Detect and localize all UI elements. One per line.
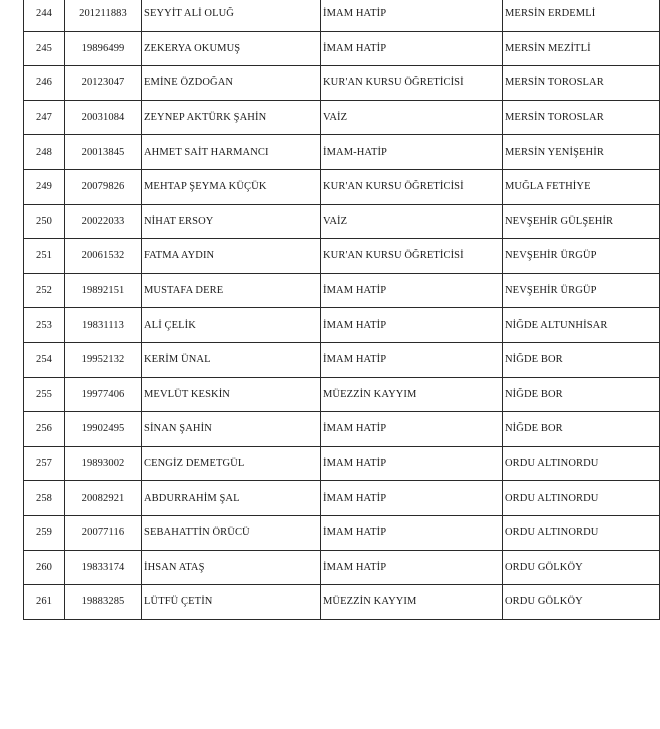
table-row — [24, 412, 660, 447]
assignment-location: MERSİN YENİŞEHİR — [503, 135, 660, 170]
assignment-location: MUĞLA FETHİYE — [503, 169, 660, 204]
job-title: İMAM HATİP — [321, 0, 503, 31]
table-row — [24, 342, 660, 377]
assignment-location: MERSİN TOROSLAR — [503, 66, 660, 101]
person-name: FATMA AYDIN — [142, 239, 321, 274]
person-name: LÜTFÜ ÇETİN — [142, 585, 321, 620]
job-title: İMAM HATİP — [321, 515, 503, 550]
registry-number: 20079826 — [65, 169, 142, 204]
assignment-location: ORDU ALTINORDU — [503, 481, 660, 516]
job-title: MÜEZZİN KAYYIM — [321, 377, 503, 412]
person-name: İHSAN ATAŞ — [142, 550, 321, 585]
assignment-location: NEVŞEHİR GÜLŞEHİR — [503, 204, 660, 239]
person-name: SEYYİT ALİ OLUĞ — [142, 0, 321, 31]
registry-number: 20013845 — [65, 135, 142, 170]
person-name: ZEYNEP AKTÜRK ŞAHİN — [142, 100, 321, 135]
assignment-location: MERSİN ERDEMLİ — [503, 0, 660, 31]
person-name: KERİM ÜNAL — [142, 342, 321, 377]
job-title: KUR'AN KURSU ÖĞRETİCİSİ — [321, 169, 503, 204]
assignment-location: NİĞDE BOR — [503, 412, 660, 447]
person-name: EMİNE ÖZDOĞAN — [142, 66, 321, 101]
table-row — [24, 31, 660, 66]
table-row — [24, 273, 660, 308]
table-row — [24, 0, 660, 31]
assignment-location: NEVŞEHİR ÜRGÜP — [503, 239, 660, 274]
row-number: 255 — [24, 377, 65, 412]
table-row — [24, 135, 660, 170]
person-name: ABDURRAHİM ŞAL — [142, 481, 321, 516]
job-title: İMAM HATİP — [321, 412, 503, 447]
registry-number: 19977406 — [65, 377, 142, 412]
job-title: İMAM HATİP — [321, 31, 503, 66]
registry-number: 20077116 — [65, 515, 142, 550]
assignment-location: MERSİN MEZİTLİ — [503, 31, 660, 66]
person-name: MEHTAP ŞEYMA KÜÇÜK — [142, 169, 321, 204]
row-number: 260 — [24, 550, 65, 585]
table-row — [24, 169, 660, 204]
job-title: İMAM HATİP — [321, 481, 503, 516]
row-number: 256 — [24, 412, 65, 447]
row-number: 254 — [24, 342, 65, 377]
job-title: İMAM HATİP — [321, 446, 503, 481]
table-row — [24, 100, 660, 135]
assignment-location: ORDU ALTINORDU — [503, 515, 660, 550]
table-row — [24, 585, 660, 620]
person-name: CENGİZ DEMETGÜL — [142, 446, 321, 481]
registry-number: 19896499 — [65, 31, 142, 66]
table-row — [24, 481, 660, 516]
row-number: 261 — [24, 585, 65, 620]
registry-number: 20123047 — [65, 66, 142, 101]
row-number: 252 — [24, 273, 65, 308]
row-number: 258 — [24, 481, 65, 516]
row-number: 259 — [24, 515, 65, 550]
row-number: 250 — [24, 204, 65, 239]
registry-number: 19892151 — [65, 273, 142, 308]
job-title: MÜEZZİN KAYYIM — [321, 585, 503, 620]
row-number: 248 — [24, 135, 65, 170]
table-row — [24, 550, 660, 585]
assignment-location: NİĞDE ALTUNHİSAR — [503, 308, 660, 343]
row-number: 246 — [24, 66, 65, 101]
registry-number: 19831113 — [65, 308, 142, 343]
registry-number: 20022033 — [65, 204, 142, 239]
table-row — [24, 204, 660, 239]
job-title: İMAM HATİP — [321, 308, 503, 343]
registry-number: 20031084 — [65, 100, 142, 135]
person-name: MUSTAFA DERE — [142, 273, 321, 308]
table-row — [24, 308, 660, 343]
registry-number: 20061532 — [65, 239, 142, 274]
person-name: AHMET SAİT HARMANCI — [142, 135, 321, 170]
registry-number: 19902495 — [65, 412, 142, 447]
assignment-location: ORDU GÖLKÖY — [503, 585, 660, 620]
assignment-location: NİĞDE BOR — [503, 342, 660, 377]
personnel-table — [23, 0, 660, 620]
assignment-location: ORDU ALTINORDU — [503, 446, 660, 481]
assignment-location: MERSİN TOROSLAR — [503, 100, 660, 135]
row-number: 247 — [24, 100, 65, 135]
table-row — [24, 239, 660, 274]
person-name: MEVLÜT KESKİN — [142, 377, 321, 412]
row-number: 249 — [24, 169, 65, 204]
table-row — [24, 66, 660, 101]
job-title: KUR'AN KURSU ÖĞRETİCİSİ — [321, 66, 503, 101]
job-title: İMAM HATİP — [321, 342, 503, 377]
registry-number: 19893002 — [65, 446, 142, 481]
job-title: İMAM HATİP — [321, 550, 503, 585]
assignment-location: NİĞDE BOR — [503, 377, 660, 412]
assignment-location: NEVŞEHİR ÜRGÜP — [503, 273, 660, 308]
row-number: 257 — [24, 446, 65, 481]
job-title: VAİZ — [321, 100, 503, 135]
person-name: ZEKERYA OKUMUŞ — [142, 31, 321, 66]
row-number: 251 — [24, 239, 65, 274]
row-number: 244 — [24, 0, 65, 31]
row-number: 245 — [24, 31, 65, 66]
person-name: SİNAN ŞAHİN — [142, 412, 321, 447]
table-row — [24, 377, 660, 412]
registry-number: 201211883 — [65, 0, 142, 31]
job-title: VAİZ — [321, 204, 503, 239]
registry-number: 19883285 — [65, 585, 142, 620]
person-name: NİHAT ERSOY — [142, 204, 321, 239]
table-row — [24, 446, 660, 481]
assignment-location: ORDU GÖLKÖY — [503, 550, 660, 585]
registry-number: 20082921 — [65, 481, 142, 516]
table-body — [24, 0, 660, 619]
registry-number: 19952132 — [65, 342, 142, 377]
job-title: İMAM HATİP — [321, 273, 503, 308]
person-name: ALİ ÇELİK — [142, 308, 321, 343]
row-number: 253 — [24, 308, 65, 343]
person-name: SEBAHATTİN ÖRÜCÜ — [142, 515, 321, 550]
job-title: İMAM-HATİP — [321, 135, 503, 170]
job-title: KUR'AN KURSU ÖĞRETİCİSİ — [321, 239, 503, 274]
registry-number: 19833174 — [65, 550, 142, 585]
table-row — [24, 515, 660, 550]
